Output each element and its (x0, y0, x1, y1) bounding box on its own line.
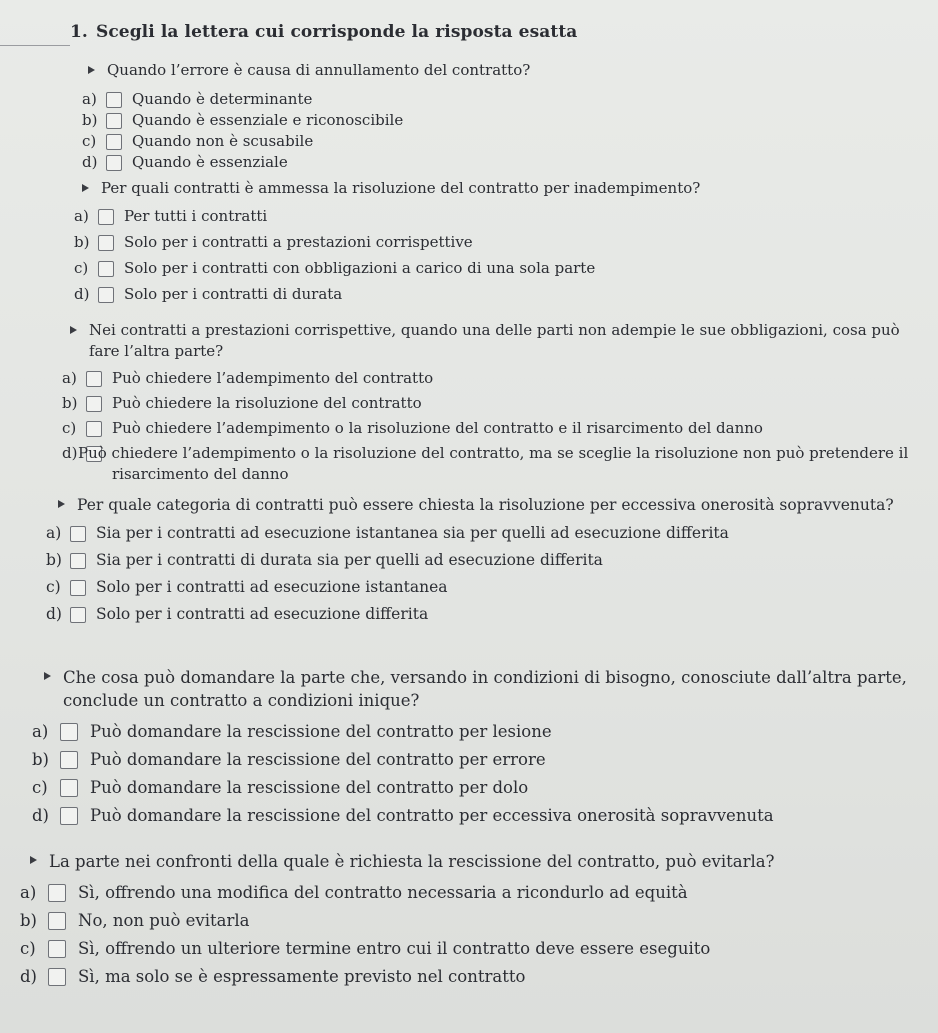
exercise-title-text: Scegli la lettera cui corrisponde la risposta esatta (95, 22, 578, 42)
checkbox[interactable] (60, 723, 78, 741)
option-c[interactable]: c) Può domandare la rescissione del contratto per dolo (32, 778, 529, 797)
checkbox[interactable] (86, 396, 102, 412)
option-c[interactable]: c) Quando non è scusabile (82, 132, 314, 150)
checkbox[interactable] (60, 807, 78, 825)
bullet-triangle-icon (44, 672, 51, 680)
checkbox[interactable] (60, 779, 78, 797)
option-c[interactable]: c) Sì, offrendo un ulteriore termine entro cui il contratto deve essere eseguito (20, 939, 711, 958)
option-b[interactable]: b) Solo per i contratti a prestazioni corrispettive (74, 233, 473, 251)
question-text: Per quale categoria di contratti può essere chiesta la risoluzione per eccessiva onerosità sopravvenuta? (58, 494, 908, 517)
option-d[interactable]: d) Quando è essenziale (82, 153, 288, 171)
checkbox[interactable] (48, 912, 66, 930)
checkbox[interactable] (106, 113, 122, 129)
question-text: Quando l’errore è causa di annullamento del contratto? (88, 60, 788, 81)
option-a[interactable]: a) Può domandare la rescissione del contratto per lesione (32, 722, 552, 741)
question-5 (32, 666, 924, 827)
checkbox[interactable] (70, 580, 86, 596)
checkbox[interactable] (48, 884, 66, 902)
checkbox[interactable] (70, 607, 86, 623)
checkbox[interactable] (106, 92, 122, 108)
option-d[interactable]: d) Solo per i contratti di durata (74, 285, 343, 303)
checkbox[interactable] (98, 261, 114, 277)
bullet-triangle-icon (30, 856, 37, 864)
checkbox[interactable] (106, 155, 122, 171)
option-d[interactable]: d) Può domandare la rescissione del contratto per eccessiva onerosità sopravvenuta (32, 806, 774, 825)
option-c[interactable]: c) Solo per i contratti ad esecuzione istantanea (46, 578, 448, 596)
option-d[interactable]: d) Sì, ma solo se è espressamente previsto nel contratto (20, 967, 526, 986)
header-rule (0, 45, 70, 46)
checkbox[interactable] (98, 235, 114, 251)
option-a[interactable]: a) Sì, offrendo una modifica del contratto necessaria a ricondurlo ad equità (20, 883, 688, 902)
question-6 (20, 850, 920, 988)
option-b[interactable]: b) Può domandare la rescissione del contratto per errore (32, 750, 546, 769)
option-d[interactable]: d) Solo per i contratti ad esecuzione differita (46, 605, 429, 623)
option-b[interactable]: b) Può chiedere la risoluzione del contratto (62, 394, 422, 412)
question-4 (46, 494, 908, 625)
exercise-number: 1. (70, 22, 88, 42)
option-a[interactable]: a) Sia per i contratti ad esecuzione istantanea sia per quelli ad esecuzione differita (46, 524, 729, 542)
checkbox[interactable] (86, 371, 102, 387)
option-c[interactable]: c) Può chiedere l’adempimento o la risoluzione del contratto e il risarcimento del danno (62, 419, 763, 437)
checkbox[interactable] (98, 287, 114, 303)
option-a[interactable]: a) Quando è determinante (82, 90, 313, 108)
question-2 (74, 178, 842, 305)
question-text: La parte nei confronti della quale è richiesta la rescissione del contratto, può evitarla? (30, 850, 920, 873)
checkbox[interactable] (86, 421, 102, 437)
checkbox[interactable] (98, 209, 114, 225)
checkbox[interactable] (106, 134, 122, 150)
checkbox[interactable] (70, 526, 86, 542)
bullet-triangle-icon (70, 326, 77, 334)
option-a[interactable]: a) Per tutti i contratti (74, 207, 268, 225)
checkbox[interactable] (60, 751, 78, 769)
option-b[interactable]: b) Quando è essenziale e riconoscibile (82, 111, 404, 129)
question-text: Che cosa può domandare la parte che, versando in condizioni di bisogno, conosciute dall’altra parte, conclude un contratto a condizioni inique? (44, 666, 924, 712)
option-a[interactable]: a) Può chiedere l’adempimento del contratto (62, 369, 434, 387)
question-3 (62, 320, 910, 485)
bullet-triangle-icon (58, 500, 65, 508)
checkbox[interactable] (48, 968, 66, 986)
bullet-triangle-icon (82, 184, 89, 192)
option-b[interactable]: b) No, non può evitarla (20, 911, 250, 930)
checkbox[interactable] (48, 940, 66, 958)
exercise-title (70, 22, 577, 42)
option-c[interactable]: c) Solo per i contratti con obbligazioni a carico di una sola parte (74, 259, 596, 277)
question-1 (82, 60, 788, 173)
option-b[interactable]: b) Sia per i contratti di durata sia per quelli ad esecuzione differita (46, 551, 603, 569)
bullet-triangle-icon (88, 66, 95, 74)
question-text: Nei contratti a prestazioni corrispettive, quando una delle parti non adempie le sue obbligazioni, cosa può fare l’altra parte? (70, 320, 910, 362)
option-d[interactable]: d) Può chiedere l’adempimento o la risoluzione del contratto, ma se sceglie la risoluzione non può pretendere il risarcimento del danno (62, 444, 909, 483)
checkbox[interactable] (70, 553, 86, 569)
question-text: Per quali contratti è ammessa la risoluzione del contratto per inadempimento? (82, 178, 842, 199)
